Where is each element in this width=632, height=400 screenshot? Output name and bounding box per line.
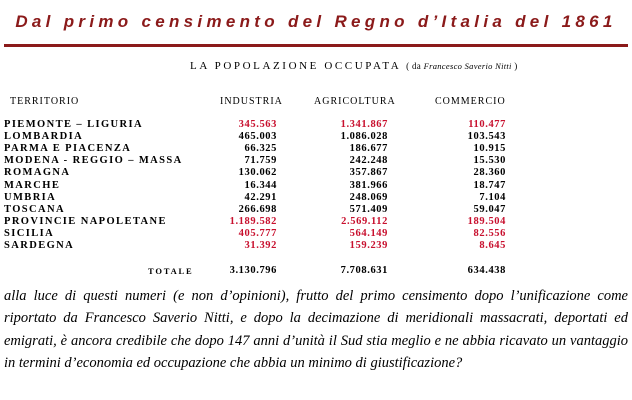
row-industria-value: 345.563 xyxy=(238,119,277,130)
row-industria-value: 71.759 xyxy=(244,155,277,167)
table-row xyxy=(0,216,632,228)
row-industria-value: 31.392 xyxy=(244,240,277,251)
row-agricoltura-value: 159.239 xyxy=(349,240,388,251)
row-territory-name: SARDEGNA xyxy=(4,240,75,251)
row-industria-value: 66.325 xyxy=(244,143,277,155)
row-commercio-value: 110.477 xyxy=(468,119,506,130)
row-industria-value: 16.344 xyxy=(244,179,277,191)
row-commercio-value: 7.104 xyxy=(479,191,506,203)
row-commercio-value: 59.047 xyxy=(473,203,506,215)
row-territory-name: MODENA - REGGIO – MASSA xyxy=(4,155,183,167)
subtitle-main: LA POPOLAZIONE OCCUPATA xyxy=(190,60,401,72)
totals-row xyxy=(0,265,632,277)
row-territory-name: PROVINCIE NAPOLETANE xyxy=(4,215,167,227)
row-agricoltura-value: 2.569.112 xyxy=(341,215,388,227)
table-row xyxy=(0,131,632,143)
row-industria-value: 465.003 xyxy=(238,131,277,143)
header-industria: INDUSTRIA xyxy=(220,96,283,107)
row-agricoltura-value: 564.149 xyxy=(349,227,388,239)
subtitle-close-paren: ) xyxy=(514,61,518,71)
row-territory-name: SICILIA xyxy=(4,227,55,239)
row-agricoltura-value: 248.069 xyxy=(349,191,388,203)
row-commercio-value: 103.543 xyxy=(467,131,506,143)
row-commercio-value: 189.504 xyxy=(467,215,506,227)
row-commercio-value: 15.530 xyxy=(473,155,506,167)
table-row xyxy=(0,180,632,192)
table-row xyxy=(0,228,632,240)
table-row xyxy=(0,143,632,155)
row-industria-value: 405.777 xyxy=(238,227,277,239)
table-subtitle xyxy=(190,60,518,72)
header-agricoltura: AGRICOLTURA xyxy=(314,96,396,107)
row-commercio-value: 18.747 xyxy=(473,179,506,191)
row-territory-name: UMBRIA xyxy=(4,191,57,203)
table-row xyxy=(0,167,632,179)
row-territory-name: MARCHE xyxy=(4,179,61,191)
subtitle-source xyxy=(406,61,518,71)
total-agricoltura: 7.708.631 xyxy=(340,265,388,276)
row-commercio-value: 82.556 xyxy=(473,227,506,239)
row-territory-name: LOMBARDIA xyxy=(4,131,84,143)
totals-label: TOTALE xyxy=(148,266,194,276)
row-territory-name: PARMA E PIACENZA xyxy=(4,143,132,155)
table-row xyxy=(0,204,632,216)
title-underline xyxy=(4,44,628,47)
commentary-paragraph: alla luce di questi numeri (e non d’opinioni), frutto del primo censimento dopo l’unificazione come riportato da Francesco Saverio Nitti, e dopo la decimazione di meridionali massacrati, deportati ed emigrati, è ancora credibile che dopo 147 anni d’unità il Sud stia meglio e ne abbia ricavato un vantaggio in termini d’economia ed occupazione che abbia un minimo di giustificazione? xyxy=(4,288,628,371)
subtitle-author: Francesco Saverio Nitti xyxy=(423,61,512,71)
total-commercio: 634.438 xyxy=(467,265,506,276)
row-commercio-value: 10.915 xyxy=(473,143,506,155)
row-commercio-value: 28.360 xyxy=(473,167,506,179)
row-agricoltura-value: 381.966 xyxy=(349,179,388,191)
row-territory-name: PIEMONTE – LIGURIA xyxy=(4,119,143,130)
row-industria-value: 1.189.582 xyxy=(229,215,277,227)
header-territorio: TERRITORIO xyxy=(10,96,80,107)
row-industria-value: 266.698 xyxy=(238,203,277,215)
row-agricoltura-value: 571.409 xyxy=(349,203,388,215)
row-agricoltura-value: 357.867 xyxy=(349,167,388,179)
table-row xyxy=(0,119,632,131)
row-agricoltura-value: 1.341.867 xyxy=(340,119,388,130)
row-agricoltura-value: 186.677 xyxy=(349,143,388,155)
table-row xyxy=(0,192,632,204)
row-territory-name: ROMAGNA xyxy=(4,167,71,179)
row-agricoltura-value: 1.086.028 xyxy=(340,131,388,143)
row-industria-value: 42.291 xyxy=(244,191,277,203)
table-row xyxy=(0,155,632,167)
page-title: Dal primo censimento del Regno d’Italia del 1861 xyxy=(15,12,617,31)
row-commercio-value: 8.645 xyxy=(479,240,506,251)
row-industria-value: 130.062 xyxy=(238,167,277,179)
subtitle-da: da xyxy=(411,61,422,71)
total-industria: 3.130.796 xyxy=(229,265,277,276)
row-agricoltura-value: 242.248 xyxy=(349,155,388,167)
subtitle-open-paren: ( xyxy=(406,61,410,71)
table-row xyxy=(0,240,632,252)
row-territory-name: TOSCANA xyxy=(4,203,65,215)
header-commercio: COMMERCIO xyxy=(435,96,506,107)
